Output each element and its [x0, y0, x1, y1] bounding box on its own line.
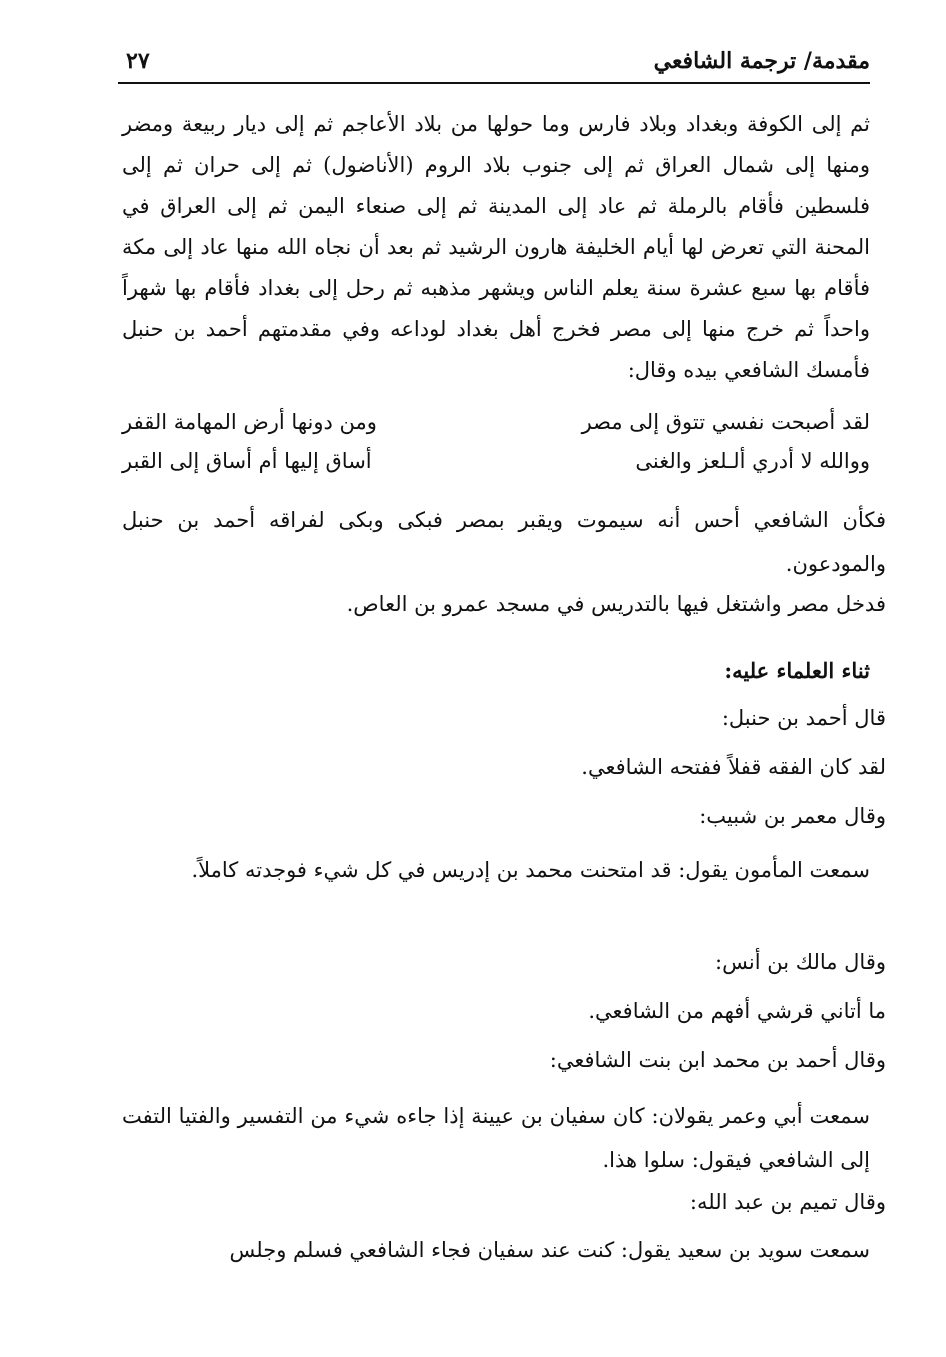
quote-ahmad-text: لقد كان الفقه قفلاً ففتحه الشافعي. — [581, 755, 886, 779]
quote-ahmad-label: قال أحمد بن حنبل: — [721, 706, 886, 730]
quote-malik-text: ما أتاني قرشي أفهم من الشافعي. — [588, 999, 886, 1023]
intro-paragraph — [122, 104, 870, 391]
poem-verse-1 — [122, 410, 870, 450]
egypt-line: فدخل مصر واشتغل فيها بالتدريس في مسجد عمرو بن العاص. — [346, 592, 886, 616]
poem-verse-2-first-hemistich: ووالله لا أدري ألـلعز والغنى — [635, 449, 870, 473]
quote-tamim-text: سمعت سويد بن سعيد يقول: كنت عند سفيان فجاء الشافعي فسلم وجلس — [229, 1238, 870, 1262]
page-header — [118, 30, 870, 84]
poem-verse-2-second-hemistich: أساق إليها أم أساق إلى القبر — [122, 449, 372, 473]
quote-muammar-label: وقال معمر بن شبيب: — [699, 804, 886, 828]
header-title: مقدمة/ ترجمة الشافعي — [653, 48, 870, 74]
quote-muammar-text: سمعت المأمون يقول: قد امتحنت محمد بن إدريس في كل شيء فوجدته كاملاً. — [191, 858, 870, 882]
poem-verse-1-first-hemistich: لقد أصبحت نفسي تتوق إلى مصر — [581, 410, 870, 434]
intro-paragraph-text: ثم إلى الكوفة وبغداد وبلاد فارس وما حولها من بلاد الأعاجم ثم إلى ديار ربيعة ومضر ومنها إلى شمال العراق ثم إلى جنوب بلاد الروم (الأناضول) ثم إلى حران ثم إلى فلسطين فأقام بالرملة ثم عاد إلى المدينة ثم إلى صنعاء اليمن ثم إلى العراق في المحنة التي تعرض لها أيام الخليفة هارون الرشيد ثم بعد أن نجاه الله منها عاد إلى مكة فأقام بها سبع عشرة سنة يعلم الناس ويشهر مذهبه ثم رحل إلى بغداد فأقام بها شهراً واحداً ثم خرج منها إلى مصر فخرج أهل بغداد لوداعه وفي مقدمتهم أحمد بن حنبل فأمسك الشافعي بيده وقال: — [122, 112, 870, 382]
poem-verse-1-second-hemistich: ومن دونها أرض المهامة القفر — [122, 410, 377, 434]
praise-heading: ثناء العلماء عليه: — [724, 658, 870, 683]
quote-tamim-label: وقال تميم بن عبد الله: — [689, 1190, 886, 1214]
quote-malik-label: وقال مالك بن أنس: — [715, 950, 886, 974]
poem-verse-2 — [122, 449, 870, 489]
quote-ahmad-grandson-label: وقال أحمد بن محمد ابن بنت الشافعي: — [549, 1048, 886, 1072]
after-poem-paragraph: فكأن الشافعي أحس أنه سيموت ويقبر بمصر فبكى وبكى لفراقه أحمد بن حنبل والمودعون. — [122, 508, 886, 576]
page-number: ٢٧ — [126, 48, 150, 74]
quote-ahmad-grandson-text: سمعت أبي وعمر يقولان: كان سفيان بن عيينة إذا جاءه شيء من التفسير والفتيا التفت إلى الشافعي فيقول: سلوا هذا. — [122, 1104, 870, 1172]
